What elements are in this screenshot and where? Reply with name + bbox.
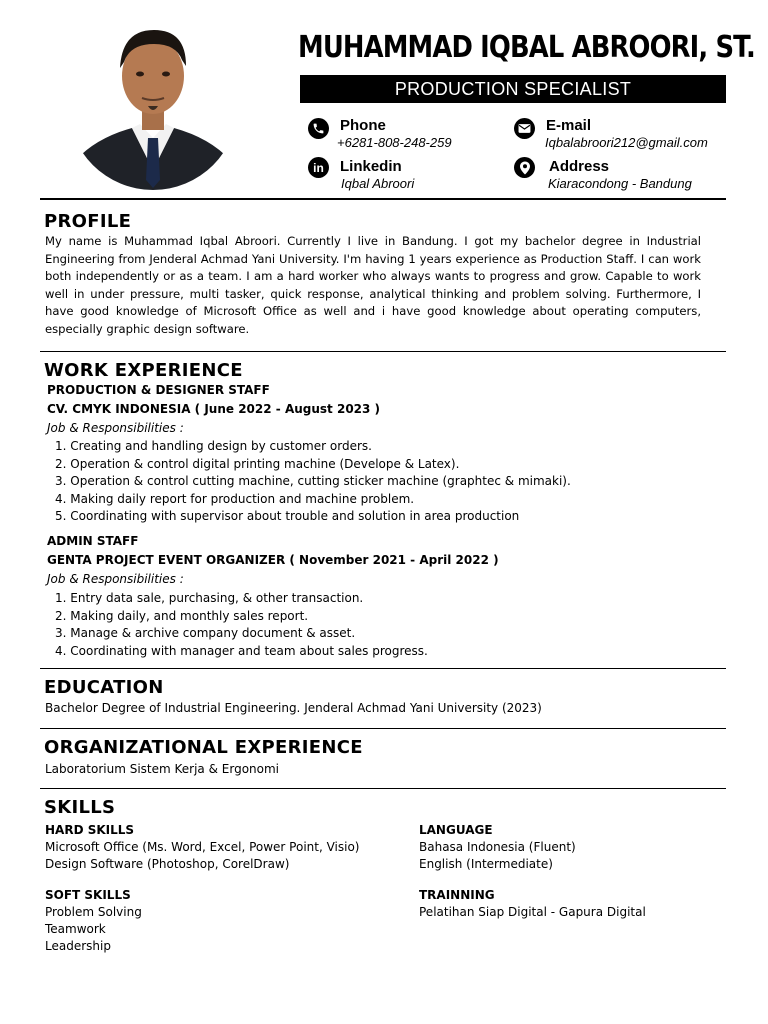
list-item: 3. Manage & archive company document & asset. bbox=[55, 626, 356, 640]
list-item: 2. Operation & control digital printing machine (Develope & Latex). bbox=[55, 456, 460, 471]
phone-label: Phone bbox=[340, 117, 386, 134]
soft-skills-heading: SOFT SKILLS bbox=[45, 888, 131, 902]
job-position: ADMIN STAFF bbox=[47, 534, 139, 548]
job-responsibilities-list bbox=[55, 590, 428, 660]
email-value[interactable]: Iqbalabroori212@gmail.com bbox=[545, 135, 708, 150]
list-item: Bahasa Indonesia (Fluent) bbox=[419, 840, 576, 854]
email-label: E-mail bbox=[546, 117, 592, 134]
job-title-banner: PRODUCTION SPECIALIST bbox=[300, 75, 726, 103]
linkedin-icon: in bbox=[308, 157, 329, 178]
list-item: 5. Coordinating with supervisor about trouble and solution in area production bbox=[55, 509, 520, 523]
hard-skills-heading: HARD SKILLS bbox=[45, 823, 135, 837]
address-label: Address bbox=[549, 158, 610, 175]
organizational-heading: ORGANIZATIONAL EXPERIENCE bbox=[44, 737, 363, 758]
job-position: PRODUCTION & DESIGNER STAFF bbox=[47, 383, 270, 397]
education-text: Bachelor Degree of Industrial Engineering. Jenderal Achmad Yani University (2023) bbox=[45, 701, 542, 715]
phone-icon bbox=[308, 118, 329, 139]
list-item: 1. Entry data sale, purchasing, & other transaction. bbox=[55, 591, 364, 605]
list-item: Leadership bbox=[45, 939, 111, 953]
list-item: Teamwork bbox=[45, 922, 106, 936]
profile-heading: PROFILE bbox=[44, 211, 132, 232]
linkedin-label: Linkedin bbox=[340, 158, 402, 175]
education-divider bbox=[40, 728, 726, 729]
list-item: 4. Coordinating with manager and team about sales progress. bbox=[55, 643, 428, 658]
list-item: 2. Making daily, and monthly sales report. bbox=[55, 608, 309, 623]
profile-text: My name is Muhammad Iqbal Abroori. Currently I live in Bandung. I got my bachelor degree in Industrial Engineering from Jenderal Achmad Yani University. I'm having 1 years experience as Production Staff. I can work both independently or as a team. I am a hard worker who always wants to progress and grow. Capable to work well in under pressure, multi tasker, quick response, analytical thinking and problem solving. Furthermore, I have good knowledge of Microsoft Office as well and i have good knowledge about operating computers, especially graphic design software. bbox=[45, 234, 701, 336]
language-heading: LANGUAGE bbox=[419, 823, 493, 837]
profile-photo bbox=[76, 20, 230, 190]
hard-skills-list bbox=[45, 839, 359, 873]
work-experience-heading: WORK EXPERIENCE bbox=[44, 360, 243, 381]
list-item: Pelatihan Siap Digital - Gapura Digital bbox=[419, 905, 646, 919]
list-item: 4. Making daily report for production and machine problem. bbox=[55, 491, 415, 506]
full-name: MUHAMMAD IQBAL ABROORI, ST. bbox=[298, 30, 755, 65]
job-responsibilities-label: Job & Responsibilities : bbox=[47, 572, 184, 586]
training-list bbox=[419, 904, 646, 921]
list-item: English (Intermediate) bbox=[419, 857, 553, 871]
skills-heading: SKILLS bbox=[44, 797, 116, 818]
list-item: 1. Creating and handling design by customer orders. bbox=[55, 439, 372, 453]
organizational-divider bbox=[40, 788, 726, 789]
soft-skills-list bbox=[45, 904, 142, 955]
job-company: CV. CMYK INDONESIA ( June 2022 - August 2023 ) bbox=[47, 402, 381, 416]
list-item: Microsoft Office (Ms. Word, Excel, Power Point, Visio) bbox=[45, 840, 360, 854]
training-heading: TRAINNING bbox=[419, 888, 495, 902]
list-item: 3. Operation & control cutting machine, cutting sticker machine (graphtec & mimaki). bbox=[55, 474, 571, 488]
job-responsibilities-label: Job & Responsibilities : bbox=[47, 421, 184, 435]
profile-divider bbox=[40, 351, 726, 352]
job-responsibilities-list bbox=[55, 438, 571, 526]
list-item: Design Software (Photoshop, CorelDraw) bbox=[45, 857, 290, 871]
job-company: GENTA PROJECT EVENT ORGANIZER ( November 2021 - April 2022 ) bbox=[47, 553, 499, 567]
education-heading: EDUCATION bbox=[44, 677, 164, 698]
header-divider bbox=[40, 198, 726, 200]
address-value: Kiaracondong - Bandung bbox=[548, 176, 692, 191]
linkedin-value[interactable]: Iqbal Abroori bbox=[341, 176, 415, 191]
list-item: Problem Solving bbox=[45, 905, 142, 919]
language-list bbox=[419, 839, 576, 873]
location-pin-icon bbox=[514, 157, 535, 178]
work-divider bbox=[40, 668, 726, 669]
organizational-text: Laboratorium Sistem Kerja & Ergonomi bbox=[45, 762, 279, 776]
envelope-icon bbox=[514, 118, 535, 139]
phone-value[interactable]: +6281-808-248-259 bbox=[337, 135, 452, 150]
